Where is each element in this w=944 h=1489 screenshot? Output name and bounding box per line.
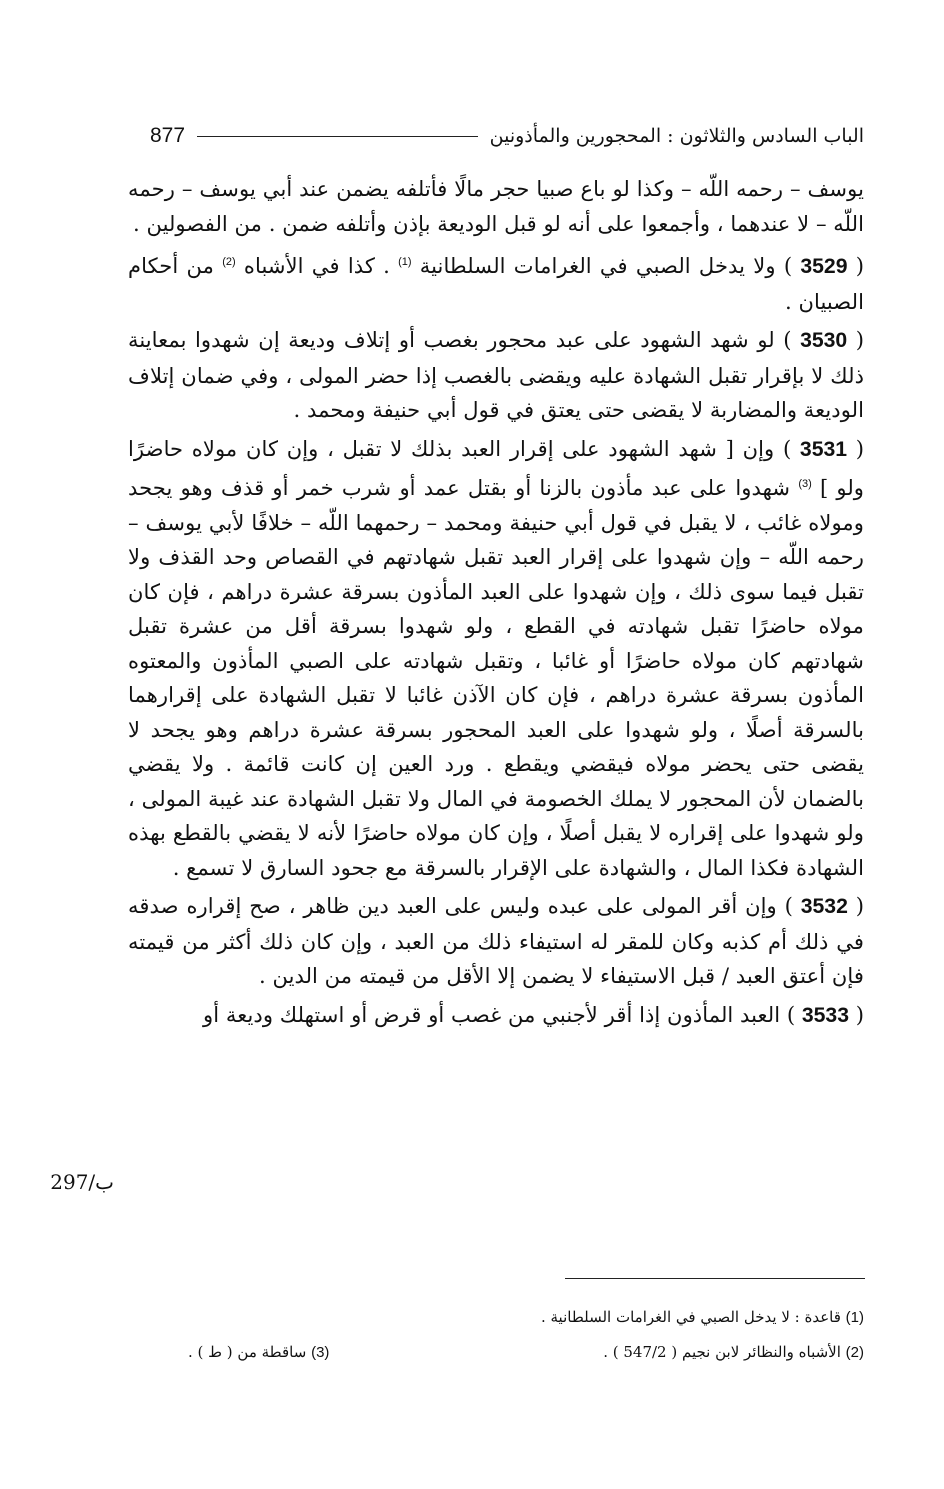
footnote-ref: (1) <box>398 256 412 268</box>
footnote-text: قاعدة : لا يدخل الصبي في الغرامات السلطانية . <box>540 1308 846 1326</box>
main-text <box>128 172 864 1033</box>
issue-number: 3529 <box>800 255 848 279</box>
paragraph-text: ) وإن أقر المولى على عبده وليس على العبد دين ظاهر ، صح إقراره صدقه في ذلك أم كذبه وكان للمقر له استيفاء ذلك من العبد ، وإن كان ذلك أكثر من قيمته فإن أعتق العبد / قبل الاستيفاء لا يضمن إلا الأقل من قيمته من الدين . <box>128 893 864 989</box>
footnote-text: ساقطة من ( ط ) . <box>188 1343 312 1361</box>
paragraph-text: ) ولا يدخل الصبي في الغرامات السلطانية <box>411 253 801 279</box>
footnote-2 <box>603 1335 864 1370</box>
paragraph-3533: ( 3533 ) العبد المأذون إذا أقر لأجنبي من غصب أو قرض أو استهلك وديعة أو <box>203 1001 864 1027</box>
footnote-number: (3) <box>311 1344 330 1361</box>
page-number: 877 <box>150 124 186 147</box>
paragraph-3531: ( 3531 ) وإن [ شهد الشهود على إقرار العبد بذلك لا تقبل ، وإن كان مولاه حاضرًا ولو ] $^{(3)}$ شهدوا على عبد مأذون بالزنا أو بقتل عمد أو شرب خمر أو قذف وهو يجحد ومولاه غائب ، لا يقبل في قول أبي حنيفة ومحمد – رحمهما اللّه – خلافًا لأبي يوسف – رحمه اللّه – وإن شهدوا على إقرار العبد تقبل شهادتهم في القصاص وحد القذف ولا تقبل فيما سوى ذلك ، وإن شهدوا على العبد المأذون بسرقة عشرة دراهم ، فإن كان مولاه حاضرًا تقبل شهادته في القطع ، ولو شهدوا بسرقة أقل من عشرة تقبل شهادتهم كان مولاه حاضرًا أو غائبا ، وتقبل شهادته على الصبي المأذون والمعتوه المأذون بسرقة عشرة دراهم ، فإن كان الآذن غائبا لا تقبل الشهادة على إقرارهما بالسرقة أصلًا ، ولو شهدوا على العبد المحجور بسرقة عشرة دراهم وهو يجحد لا يقضى حتى يحضر مولاه فيقضي ويقطع . ورد العين إن كانت قائمة . ولا يقضي بالضمان لأن المحجور لا يملك الخصومة في المال ولا تقبل الشهادة عند غيبة المولى ، ولو شهدوا على إقراره لا يقبل أصلًا ، وإن كان مولاه حاضرًا لأنه لا يقضي بالقطع بهذه الشهادة فكذا المال ، والشهادة على الإقرار بالسرقة مع جحود السارق لا تسمع . <box>128 435 865 880</box>
paragraph-3530: ( 3530 ) لو شهد الشهود على عبد محجور بغصب أو إتلاف وديعة إن شهدوا بمعاينة ذلك لا بإقرار تقبل الشهادة عليه ويقضى بالغصب إذا حضر المولى ، وفي ضمان إتلاف الوديعة والمضاربة لا يقضى حتى يعتق في قول أبي حنيفة ومحمد . <box>128 327 864 423</box>
footnote-ref: (3) <box>798 478 812 491</box>
footnote-row <box>128 1335 864 1370</box>
paragraph-3529: ( 3529 ) ولا يدخل الصبي في الغرامات السلطانية $^{(1)}$ . كذا في الأشباه $^{(2)}$ من أحكام الصبيان . <box>128 253 864 314</box>
paragraph-text: ) وإن [ شهد الشهود على إقرار العبد بذلك لا تقبل ، وإن كان مولاه حاضرًا ولو ] <box>128 435 865 501</box>
paragraph-text: ) لو شهد الشهود على عبد محجور بغصب أو إتلاف وديعة إن شهدوا بمعاينة ذلك لا بإقرار تقبل الشهادة عليه ويقضى بالغصب إذا حضر المولى ، وفي ضمان إتلاف الوديعة والمضاربة لا يقضى حتى يعتق في قول أبي حنيفة ومحمد . <box>128 327 864 423</box>
paragraph-text: من أحكام الصبيان . <box>128 253 864 314</box>
footnotes <box>128 1300 864 1370</box>
issue-number: 3530 <box>800 329 848 353</box>
chapter-title: الباب السادس والثلاثون : المحجورين والمأذونين <box>489 125 864 147</box>
footnote-text: الأشباه والنظائر لابن نجيم ( 547/2 ) . <box>603 1343 846 1361</box>
paragraph-text: شهدوا على عبد مأذون بالزنا أو بقتل عمد أو شرب خمر أو قذف وهو يجحد ومولاه غائب ، لا يقبل في قول أبي حنيفة ومحمد – رحمهما اللّه – خلافًا لأبي يوسف – رحمه اللّه – وإن شهدوا على إقرار العبد تقبل شهادتهم في القصاص وحد القذف ولا تقبل فيما سوى ذلك ، وإن شهدوا على العبد المأذون بسرقة عشرة دراهم ، فإن كان مولاه حاضرًا تقبل شهادته في القطع ، ولو شهدوا بسرقة أقل من عشرة تقبل شهادتهم كان مولاه حاضرًا أو غائبا ، وتقبل شهادته على الصبي المأذون والمعتوه المأذون بسرقة عشرة دراهم ، فإن كان الآذن غائبا لا تقبل الشهادة على إقرارهما بالسرقة أصلًا ، ولو شهدوا على العبد المحجور بسرقة عشرة دراهم وهو يجحد لا يقضى حتى يحضر مولاه فيقضي ويقطع . ورد العين إن كانت قائمة . ولا يقضي بالضمان لأن المحجور لا يملك الخصومة في المال ولا تقبل الشهادة عند غيبة المولى ، ولو شهدوا على إقراره لا يقبل أصلًا ، وإن كان مولاه حاضرًا لأنه لا يقضي بالقطع بهذه الشهادة فكذا المال ، والشهادة على الإقرار بالسرقة مع جحود السارق لا تسمع . <box>128 475 864 880</box>
footnote-ref: (2) <box>222 256 236 268</box>
issue-number: 3533 <box>801 1003 849 1027</box>
paragraph-3532: ( 3532 ) وإن أقر المولى على عبده وليس على العبد دين ظاهر ، صح إقراره صدقه في ذلك أم كذبه وكان للمقر له استيفاء ذلك من العبد ، وإن كان ذلك أكثر من قيمته فإن أعتق العبد / قبل الاستيفاء لا يضمن إلا الأقل من قيمته من الدين . <box>128 893 864 989</box>
paragraph-text: . كذا في الأشباه <box>235 253 399 279</box>
header-rule <box>197 136 478 137</box>
paragraph-text: ) العبد المأذون إذا أقر لأجنبي من غصب أو قرض أو استهلك وديعة أو <box>203 1001 802 1027</box>
footnote-number: (2) <box>845 1344 864 1361</box>
footnote-rule <box>565 1278 865 1279</box>
issue-number: 3531 <box>799 437 848 461</box>
footnote-number: (1) <box>845 1309 864 1326</box>
paragraph-text: يوسف – رحمه اللّه – وكذا لو باع صبيا حجر مالًا فأتلفه يضمن عند أبي يوسف – رحمه اللّه – لا عندهما ، وأجمعوا على أنه لو قبل الوديعة بإذن وأتلفه ضمن . من الفصولين . <box>128 176 864 236</box>
footnote-3 <box>188 1335 329 1370</box>
paragraph-continuation <box>128 172 864 241</box>
running-header <box>150 118 864 154</box>
footnote-1 <box>128 1300 864 1335</box>
folio-marker: 297/ب <box>50 1170 114 1194</box>
issue-number: 3532 <box>800 895 848 919</box>
